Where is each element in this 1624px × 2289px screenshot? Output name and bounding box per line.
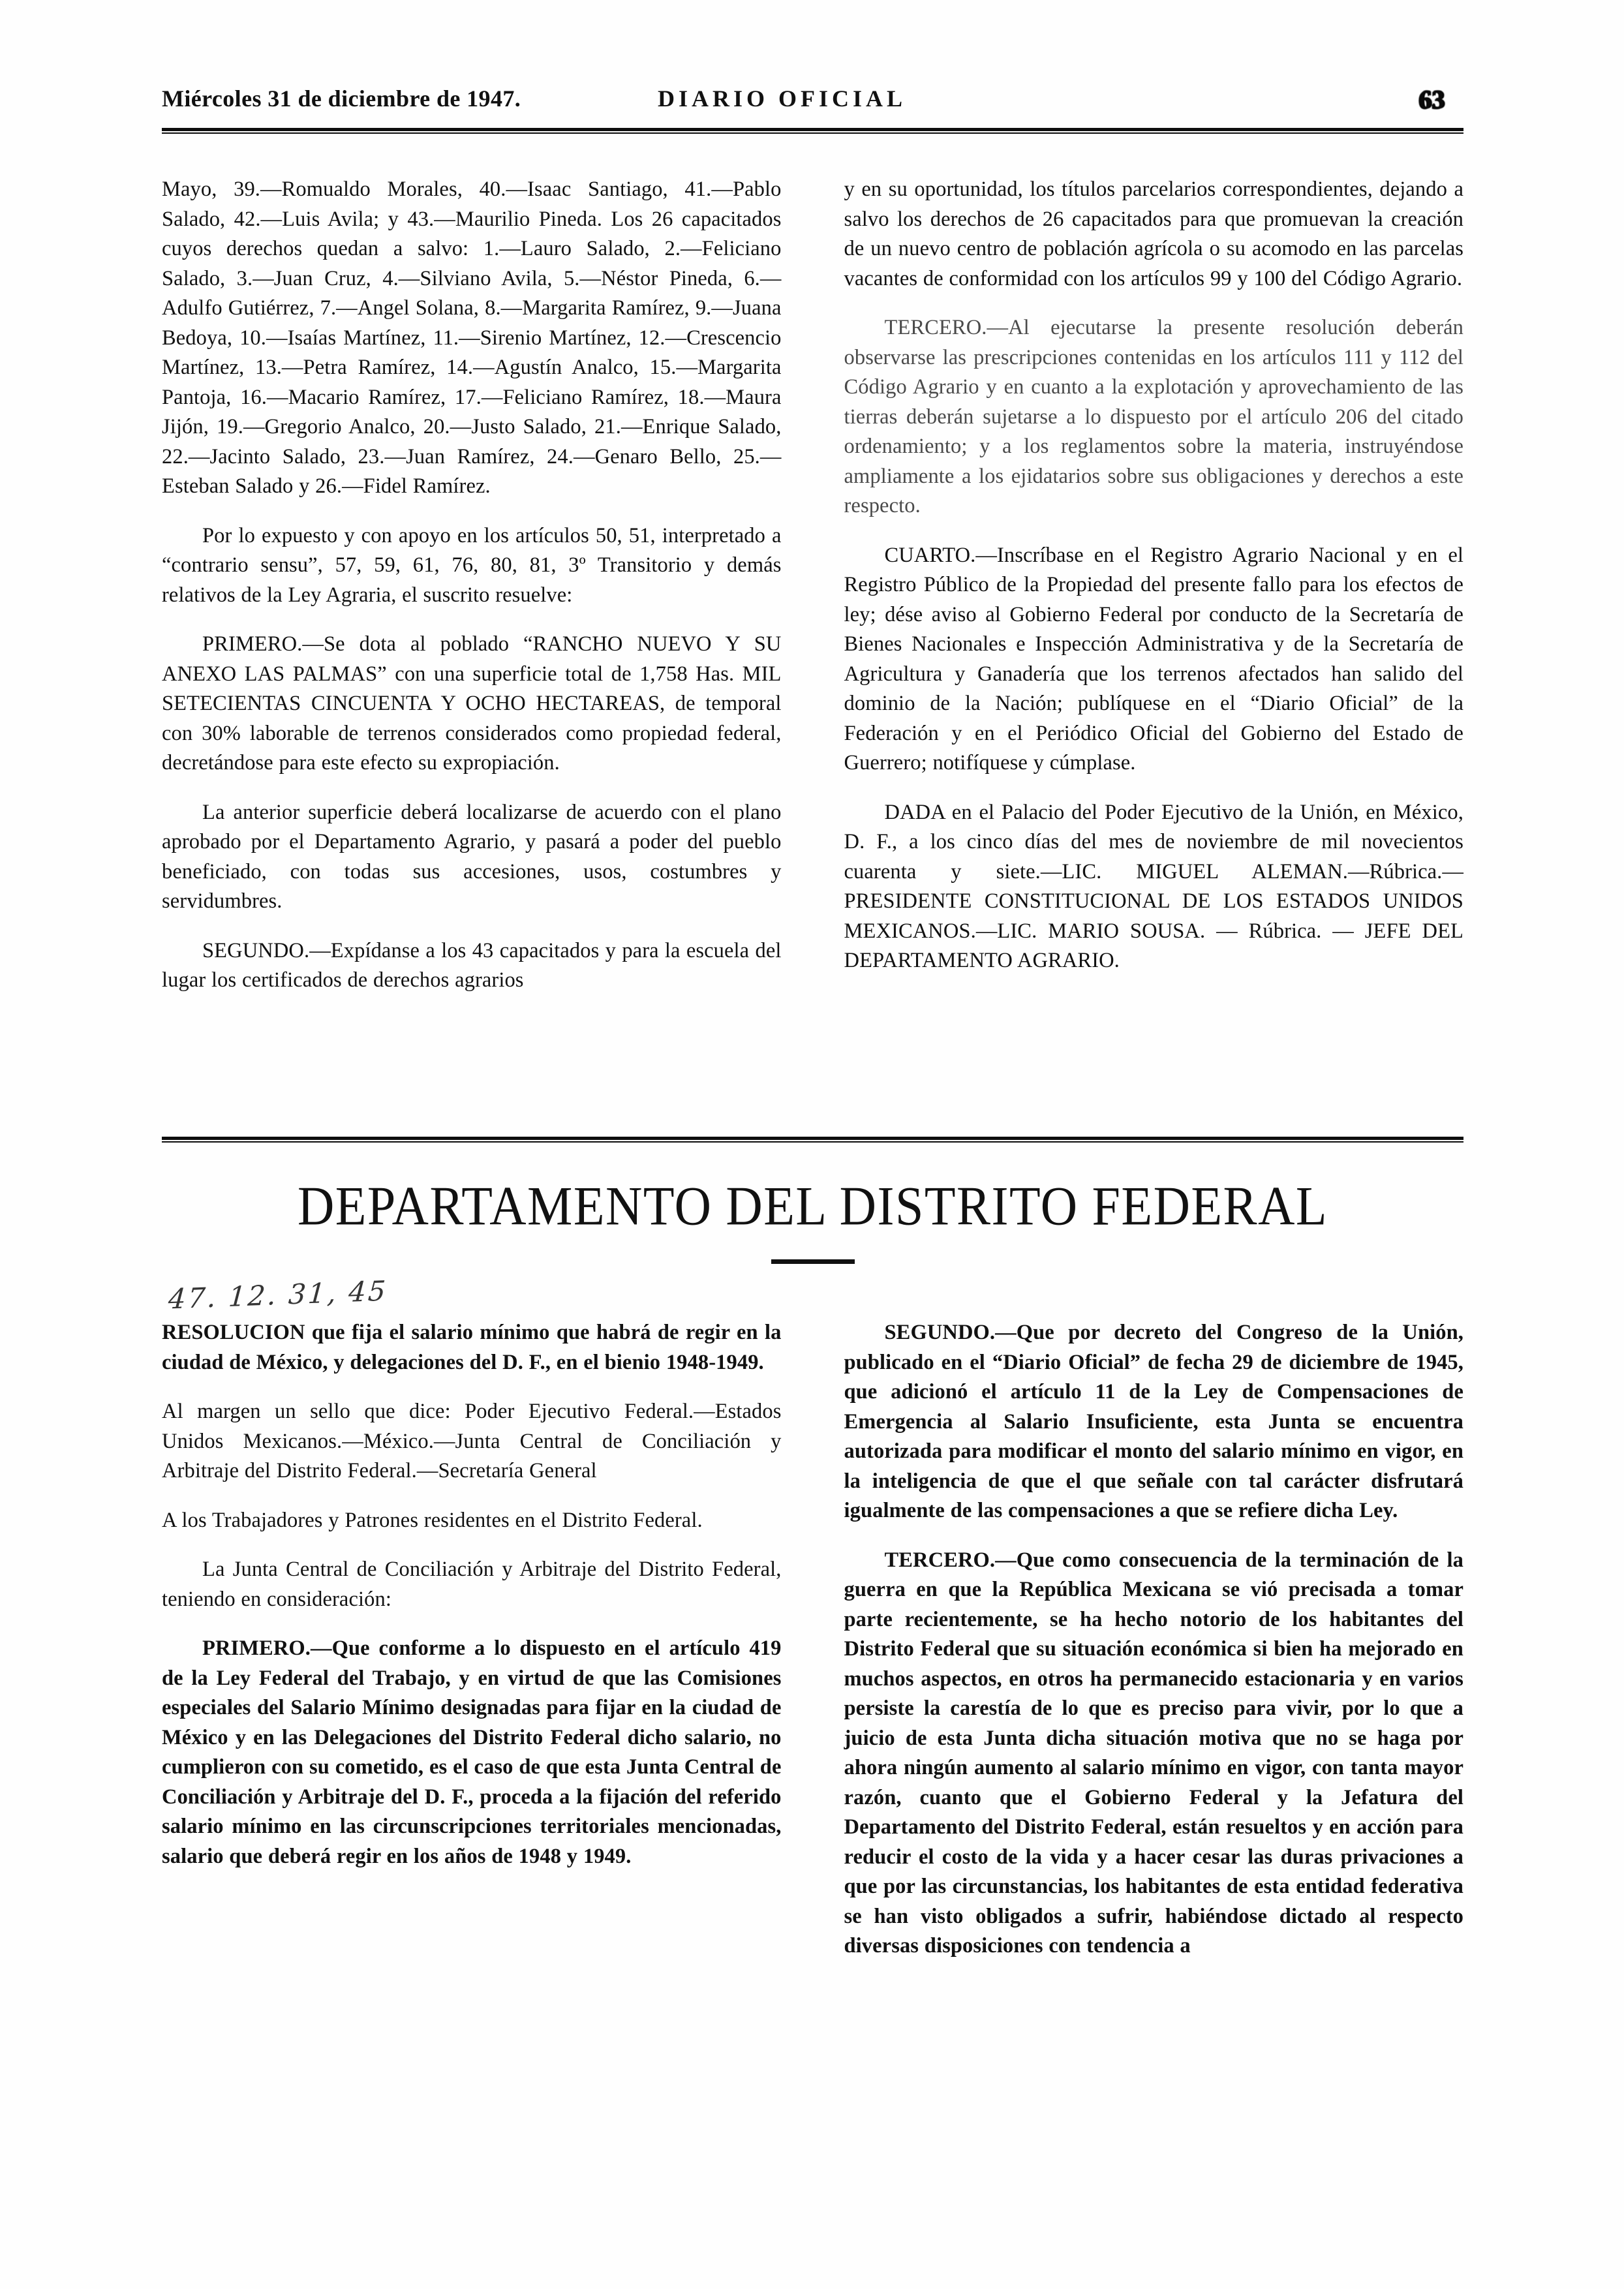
page-folio (1406, 80, 1457, 120)
section-banner-ddf (162, 1175, 1463, 1264)
masthead-rule (162, 128, 1463, 134)
paragraph-tercero-terminacion-guerra: TERCERO.—Que como consecuencia de la terminación de la guerra en que la República Mexicana se vió precisada a tomar parte recientemente, se ha hecho notorio de los habitantes del Distrito Federal que su situación económica si bien ha mejorado en muchos aspectos, en otros ha permanecido estacionaria y en varios persiste la carestía de lo que es preciso para vivir, por lo que a juicio de esta Junta dicha situación motiva que no se haga por ahora ningún aumento al salario mínimo en vigor, con tanta mayor razón, cuanto que el Gobierno Federal y la Jefatura del Departamento del Distrito Federal, están resueltos y en acción para reducir el costo de la vida y a hacer cesar las duras privaciones a que por las circunstancias, los habitantes de esta entidad federativa se han visto obligados a sufrir, habiéndose dictado al respecto diversas disposiciones con tendencia a (844, 1548, 1463, 1958)
paragraph-resolucion-sumario: RESOLUCION que fija el salario mínimo que habrá de regir en la ciudad de México, y delegaciones del D. F., en el bienio 1948-1949. (162, 1321, 782, 1374)
paragraph-tercero-prescripciones: TERCERO.—Al ejecutarse la presente resolución deberán observarse las prescripciones contenidas en los artículos 111 y 112 del Código Agrario y en cuanto a la explotación y aprovechamiento de las tierras deberán sujetarse a lo dispuesto por el artículo 206 del citado ordenamiento; y a los reglamentos sobre la materia, instruyéndose ampliamente a los ejidatarios sobre sus obligaciones y derechos a este respecto. (844, 316, 1463, 517)
masthead (162, 85, 1463, 124)
paragraph-sello-margen: Al margen un sello que dice: Poder Ejecutivo Federal.—Estados Unidos Mexicanos.—México.—Junta Central de Conciliación y Arbitraje del Distrito Federal.—Secretaría General (162, 1400, 782, 1482)
paragraph-junta-considerando: La Junta Central de Conciliación y Arbitraje del Distrito Federal, teniendo en consideración: (162, 1558, 782, 1611)
paragraph-cuarto-registro: CUARTO.—Inscríbase en el Registro Agrario Nacional y en el Registro Público de la Propiedad del presente fallo para los efectos de ley; dése aviso al Gobierno Federal por conducto de la Secretaría de Bienes Nacionales e Inspección Administrativa y de la Secretaría de Agricultura y Ganadería que los terrenos afectados han salido del dominio de la Nación; publíquese en el “Diario Oficial” de la Federación y en el Periódico Oficial del Gobierno del Estado de Guerrero; notifíquese y cúmplase. (844, 543, 1463, 775)
agrario-left-column (162, 175, 782, 996)
ddf-right-column (844, 1318, 1464, 1961)
paragraph-localizacion-superficie: La anterior superficie deberá localizarse de acuerdo con el plano aprobado por el Departamento Agrario, y pasará a poder del pueblo beneficiado, con todas sus accesiones, usos, costumbres y servidumbres. (162, 800, 782, 913)
section-separator-rule (162, 1137, 1463, 1143)
handwritten-annotation: 47. 12. 31, 45 (167, 1274, 389, 1315)
section-title: DEPARTAMENTO DEL DISTRITO FEDERAL (297, 1175, 1328, 1237)
paragraph-titulos-parcelarios: y en su oportunidad, los títulos parcelarios correspondientes, dejando a salvo los derechos de 26 capacitados para que promuevan la creación de un nuevo centro de población agrícola o su acomodo en las parcelas vacantes de conformidad con los artículos 99 y 100 del Código Agrario. (844, 177, 1463, 290)
paragraph-segundo-certificados: SEGUNDO.—Expídanse a los 43 capacitados y para la escuela del lugar los certificados de derechos agrarios (162, 938, 782, 992)
paragraph-dada-firmas: DADA en el Palacio del Poder Ejecutivo de la Unión, en México, D. F., a los cinco días del mes de noviembre de mil novecientos cuarenta y siete.—LIC. MIGUEL ALEMAN.—Rúbrica.—PRESIDENTE CONSTITUCIONAL DE LOS ESTADOS UNIDOS MEXICANOS.—LIC. MARIO SOUSA. — Rúbrica. — JEFE DEL DEPARTAMENTO AGRARIO. (844, 800, 1463, 972)
paragraph-primero-articulo-419: PRIMERO.—Que conforme a lo dispuesto en el artículo 419 de la Ley Federal del Trabajo, y en virtud de que las Comisiones especiales del Salario Mínimo designadas para fijar en la ciudad de México y en las Delegaciones del Distrito Federal dicho salario, no cumplieron con su cometido, es el caso de que esta Junta Central de Conciliación y Arbitraje del D. F., proceda a la fijación del referido salario mínimo en las circunscripciones territoriales mencionadas, salario que deberá regir en los años de 1948 y 1949. (162, 1636, 782, 1868)
page-folio-number: 63 (1418, 85, 1445, 114)
masthead-publication-title: DIARIO OFICIAL (658, 85, 907, 112)
masthead-date: Miércoles 31 de diciembre de 1947. (162, 85, 521, 112)
section-resolucion-salario-minimo (162, 1318, 1463, 1961)
paragraph-primero-dotacion: PRIMERO.—Se dota al poblado “RANCHO NUEVO Y SU ANEXO LAS PALMAS” con una superficie total de 1,758 Has. MIL SETECIENTAS CINCUENTA Y OCHO HECTAREAS, de temporal con 30% laborable de terrenos considerados como propiedad federal, decretándose para este efecto su expropiación. (162, 632, 782, 775)
paragraph-por-lo-expuesto: Por lo expuesto y con apoyo en los artículos 50, 51, interpretado a “contrario sensu”, 57, 59, 61, 76, 80, 81, 3º Transitorio y demás relativos de la Ley Agraria, el suscrito resuelve: (162, 523, 782, 607)
paragraph-destinatarios: A los Trabajadores y Patrones residentes en el Distrito Federal. (162, 1508, 703, 1532)
paragraph-capacitados-list: Mayo, 39.—Romualdo Morales, 40.—Isaac Santiago, 41.—Pablo Salado, 42.—Luis Avila; y 43.—Maurilio Pineda. Los 26 capacitados cuyos derechos quedan a salvo: 1.—Lauro Salado, 2.—Feliciano Salado, 3.—Juan Cruz, 4.—Silviano Avila, 5.—Néstor Pineda, 6.—Adulfo Gutiérrez, 7.—Angel Solana, 8.—Margarita Ramírez, 9.—Juana Bedoya, 10.—Isaías Martínez, 11.—Sirenio Martínez, 12.—Crescencio Martínez, 13.—Petra Ramírez, 14.—Agustín Analco, 15.—Margarita Pantoja, 16.—Macario Ramírez, 17.—Feliciano Ramírez, 18.—Maura Jijón, 19.—Gregorio Analco, 20.—Justo Salado, 21.—Enrique Salado, 22.—Jacinto Salado, 23.—Juan Ramírez, 24.—Genaro Bello, 25.—Esteban Salado y 26.—Fidel Ramírez. (162, 177, 782, 498)
agrario-right-column (844, 175, 1464, 996)
banner-dash-ornament (771, 1259, 855, 1264)
ddf-left-column (162, 1318, 782, 1961)
paragraph-segundo-decreto-congreso: SEGUNDO.—Que por decreto del Congreso de la Unión, publicado en el “Diario Oficial” de fecha 29 de diciembre de 1945, que adicionó el artículo 11 de la Ley de Compensaciones de Emergencia al Salario Insuficiente, esta Junta se encuentra autorizada para modificar el monto del salario mínimo en vigor, en la inteligencia de que el que señale con tal carácter disfrutará igualmente de las compensaciones a que se refiere dicha Ley. (844, 1321, 1463, 1522)
section-resolucion-agraria (162, 175, 1463, 996)
